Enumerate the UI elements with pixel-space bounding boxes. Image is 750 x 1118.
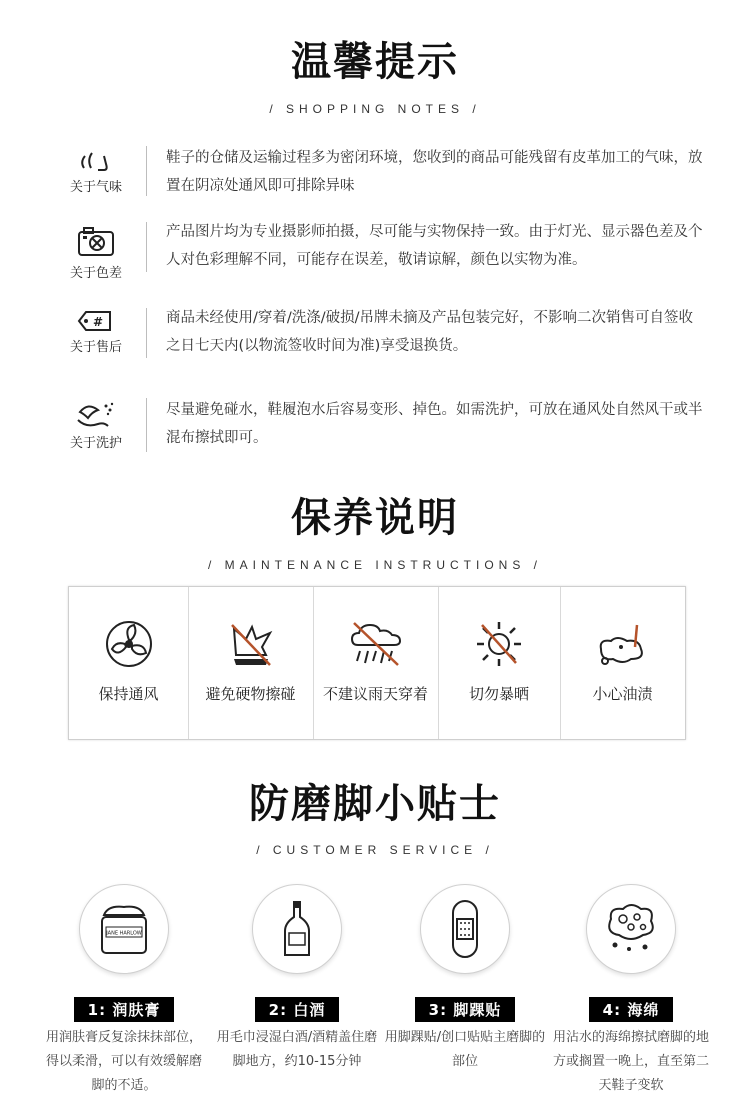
cream-jar-icon: [94, 899, 154, 959]
note-text: 尽量避免碰水，鞋履泡水后容易变形、掉色。如需洗护，可放在通风处自然风干或半混布擦拭即可。: [166, 402, 703, 446]
divider: [146, 146, 147, 196]
no-collision-icon: [188, 619, 313, 669]
tip-description: 用脚踝贴/创口贴贴主磨脚的部位: [384, 1030, 546, 1069]
maintenance-item-oil: [560, 587, 685, 739]
note-text: 商品未经使用/穿着/洗涤/破损/吊牌未摘及产品包装完好，不影响二次销售可自签收之日七天内(以物流签收时间为准)享受退换货。: [166, 310, 694, 354]
divider: [146, 308, 147, 358]
maintenance-item-sun: [438, 587, 561, 739]
note-after-sales: [0, 308, 750, 388]
maintenance-subtitle: / MAINTENANCE INSTRUCTIONS /: [207, 558, 542, 572]
jar-label: JANE HARLOW: [106, 930, 142, 937]
bandage-icon: [435, 899, 495, 959]
oil-stain-icon: [560, 619, 685, 669]
tip-description: 用润肤膏反复涂抹抹部位，得以柔滑，可以有效缓解磨脚的不适。: [45, 1030, 202, 1093]
maintenance-grid: [68, 586, 686, 740]
tip-badge: 3: 脚踝贴: [415, 997, 516, 1022]
tip-badge: 4: 海绵: [589, 997, 674, 1022]
note-text: 鞋子的仓储及运输过程多为密闭环境，您收到的商品可能残留有皮革加工的气味，放置在阴凉处通风即可排除异味: [166, 150, 703, 194]
maintenance-item-rain: [313, 587, 439, 739]
notes-subtitle: / SHOPPING NOTES /: [269, 102, 481, 116]
sponge-icon: [601, 899, 661, 959]
maintenance-item-ventilation: [69, 587, 189, 739]
divider: [146, 398, 147, 452]
tip-description: 用毛巾浸湿白酒/酒精盖住磨脚地方，约10-15分钟: [216, 1030, 378, 1069]
maintenance-label: 不建议雨天穿着: [322, 685, 428, 703]
svg-text:#: #: [92, 315, 104, 329]
divider: [146, 222, 147, 272]
tip-circle: [252, 884, 342, 974]
camera-icon: [60, 222, 132, 262]
notes-title: 温馨提示: [291, 39, 459, 85]
no-rain-icon: [313, 619, 438, 669]
tip-badge: 1: 润肤膏: [74, 997, 175, 1022]
tip-circle: [586, 884, 676, 974]
tip-circle: [420, 884, 510, 974]
note-care: [0, 398, 750, 478]
maintenance-label: 切勿暴晒: [468, 685, 529, 703]
liquor-bottle-icon: [267, 899, 327, 959]
tip-description: 用沾水的海绵擦拭磨脚的地方或搁置一晚上，直至第二天鞋子变软: [552, 1030, 709, 1093]
note-odor: [0, 146, 750, 226]
tip-circle: [79, 884, 169, 974]
no-sun-icon: [438, 619, 560, 669]
note-label: 关于色差: [69, 266, 122, 281]
note-label: 关于洗护: [69, 436, 122, 451]
tips-title: 防磨脚小贴士: [249, 781, 501, 827]
tips-subtitle: / CUSTOMER SERVICE /: [256, 843, 494, 857]
fan-icon: [69, 619, 188, 669]
note-label: 关于售后: [69, 340, 122, 355]
maintenance-label: 小心油渍: [592, 685, 653, 703]
maintenance-label: 避免硬物擦碰: [205, 685, 296, 703]
note-color: [0, 222, 750, 302]
tip-badge: 2: 白酒: [255, 997, 340, 1022]
maintenance-title: 保养说明: [291, 495, 459, 541]
note-label: 关于气味: [69, 180, 122, 195]
maintenance-item-collision: [188, 587, 314, 739]
maintenance-label: 保持通风: [98, 685, 159, 703]
note-text: 产品图片均为专业摄影师拍摄，尽可能与实物保持一致。由于灯光、显示器色差及个人对色彩理解不同，可能存在误差，敬请谅解，颜色以实物为准。: [166, 224, 703, 268]
